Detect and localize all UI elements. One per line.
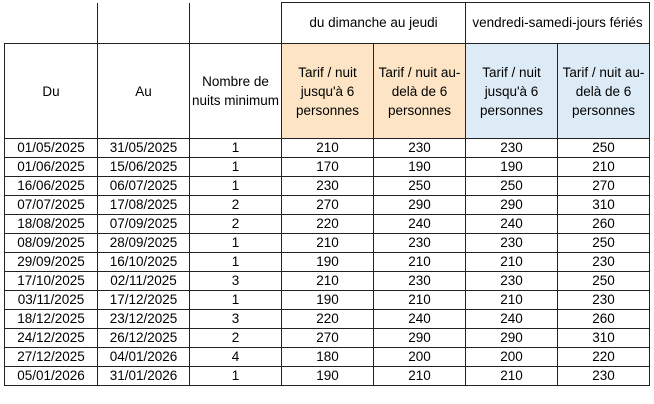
empty-cell (190, 3, 282, 44)
weekday-group-header: du dimanche au jeudi (282, 3, 466, 44)
weekday-rate-upto-6-cell: 270 (282, 329, 374, 348)
weekday-rate-upto-6-cell: 170 (282, 158, 374, 177)
min-nights-cell: 1 (190, 367, 282, 386)
min-nights-cell: 1 (190, 291, 282, 310)
date-to-cell: 26/12/2025 (98, 329, 190, 348)
min-nights-cell: 2 (190, 196, 282, 215)
weekend-rate-upto-6-cell: 290 (466, 329, 558, 348)
table-row (5, 158, 650, 177)
date-to-cell: 28/09/2025 (98, 234, 190, 253)
table-row (5, 253, 650, 272)
table-row (5, 348, 650, 367)
date-from-cell: 03/11/2025 (5, 291, 98, 310)
date-from-cell: 07/07/2025 (5, 196, 98, 215)
date-to-cell: 17/12/2025 (98, 291, 190, 310)
date-to-cell: 04/01/2026 (98, 348, 190, 367)
weekday-rate-over-6-cell: 290 (374, 196, 466, 215)
min-nights-cell: 1 (190, 158, 282, 177)
date-to-cell: 17/08/2025 (98, 196, 190, 215)
date-to-cell: 07/09/2025 (98, 215, 190, 234)
min-nights-cell: 4 (190, 348, 282, 367)
weekday-rate-over-6-cell: 200 (374, 348, 466, 367)
table-row (5, 272, 650, 291)
weekday-rate-over-6-cell: 190 (374, 158, 466, 177)
min-nights-cell: 2 (190, 215, 282, 234)
weekday-rate-upto-6-cell: 230 (282, 177, 374, 196)
min-nights-cell: 1 (190, 139, 282, 158)
min-nights-cell: 1 (190, 177, 282, 196)
table-row (5, 215, 650, 234)
weekend-rate-over-6-cell: 260 (558, 310, 650, 329)
weekend-rate-over-6-cell: 230 (558, 367, 650, 386)
weekend-rate-upto-6-cell: 200 (466, 348, 558, 367)
weekend-rate-upto-6-cell: 210 (466, 367, 558, 386)
min-nights-cell: 1 (190, 253, 282, 272)
weekday-rate-over-6-cell: 230 (374, 272, 466, 291)
date-from-cell: 29/09/2025 (5, 253, 98, 272)
date-from-cell: 27/12/2025 (5, 348, 98, 367)
table-row (5, 310, 650, 329)
weekend-rate-upto-6-cell: 230 (466, 234, 558, 253)
weekend-rate-upto-6-cell: 210 (466, 291, 558, 310)
date-from-cell: 08/09/2025 (5, 234, 98, 253)
date-from-cell: 18/12/2025 (5, 310, 98, 329)
table-row (5, 291, 650, 310)
table-row (5, 329, 650, 348)
weekday-rate-upto-6-cell: 210 (282, 234, 374, 253)
table-row (5, 139, 650, 158)
weekend-rate-upto-6-cell: 290 (466, 196, 558, 215)
weekday-rate-upto-6-cell: 190 (282, 291, 374, 310)
weekday-rate-over-6-cell: 230 (374, 234, 466, 253)
min-nights-cell: 2 (190, 329, 282, 348)
date-from-cell: 18/08/2025 (5, 215, 98, 234)
rates-table (4, 2, 650, 386)
date-to-cell: 02/11/2025 (98, 272, 190, 291)
weekend-rate-over-6-cell: 250 (558, 272, 650, 291)
header-min-nights: Nombre de nuits minimum (190, 44, 282, 139)
date-to-cell: 31/05/2025 (98, 139, 190, 158)
date-from-cell: 17/10/2025 (5, 272, 98, 291)
weekend-rate-upto-6-cell: 190 (466, 158, 558, 177)
header-weekend-upto-6: Tarif / nuit jusqu'à 6 personnes (466, 44, 558, 139)
weekend-rate-over-6-cell: 310 (558, 196, 650, 215)
date-from-cell: 01/06/2025 (5, 158, 98, 177)
date-from-cell: 05/01/2026 (5, 367, 98, 386)
header-from: Du (5, 44, 98, 139)
weekend-rate-over-6-cell: 270 (558, 177, 650, 196)
weekday-rate-upto-6-cell: 190 (282, 253, 374, 272)
date-to-cell: 31/01/2026 (98, 367, 190, 386)
weekend-rate-over-6-cell: 260 (558, 215, 650, 234)
weekend-rate-upto-6-cell: 240 (466, 215, 558, 234)
date-to-cell: 16/10/2025 (98, 253, 190, 272)
weekend-rate-upto-6-cell: 210 (466, 253, 558, 272)
column-header-row (5, 44, 650, 139)
weekend-rate-over-6-cell: 230 (558, 291, 650, 310)
date-from-cell: 24/12/2025 (5, 329, 98, 348)
weekend-group-header: vendredi-samedi-jours fériés (466, 3, 650, 44)
weekday-rate-upto-6-cell: 190 (282, 367, 374, 386)
date-from-cell: 16/06/2025 (5, 177, 98, 196)
weekday-rate-over-6-cell: 240 (374, 215, 466, 234)
table-row (5, 177, 650, 196)
empty-cell (5, 3, 98, 44)
weekday-rate-upto-6-cell: 210 (282, 272, 374, 291)
table-row (5, 196, 650, 215)
weekend-rate-over-6-cell: 230 (558, 253, 650, 272)
date-to-cell: 06/07/2025 (98, 177, 190, 196)
weekday-rate-over-6-cell: 250 (374, 177, 466, 196)
header-to: Au (98, 44, 190, 139)
group-header-row (5, 3, 650, 44)
weekday-rate-upto-6-cell: 270 (282, 196, 374, 215)
table-row (5, 367, 650, 386)
date-to-cell: 23/12/2025 (98, 310, 190, 329)
weekday-rate-over-6-cell: 230 (374, 139, 466, 158)
weekday-rate-upto-6-cell: 180 (282, 348, 374, 367)
weekday-rate-upto-6-cell: 220 (282, 215, 374, 234)
weekend-rate-upto-6-cell: 240 (466, 310, 558, 329)
header-weekend-over-6: Tarif / nuit au-delà de 6 personnes (558, 44, 650, 139)
weekday-rate-over-6-cell: 210 (374, 367, 466, 386)
date-from-cell: 01/05/2025 (5, 139, 98, 158)
table-row (5, 234, 650, 253)
weekend-rate-upto-6-cell: 230 (466, 272, 558, 291)
weekday-rate-over-6-cell: 290 (374, 329, 466, 348)
weekday-rate-over-6-cell: 210 (374, 291, 466, 310)
empty-cell (98, 3, 190, 44)
weekend-rate-over-6-cell: 210 (558, 158, 650, 177)
date-to-cell: 15/06/2025 (98, 158, 190, 177)
weekend-rate-over-6-cell: 220 (558, 348, 650, 367)
header-weekday-over-6: Tarif / nuit au-delà de 6 personnes (374, 44, 466, 139)
weekend-rate-upto-6-cell: 250 (466, 177, 558, 196)
header-weekday-upto-6: Tarif / nuit jusqu'à 6 personnes (282, 44, 374, 139)
weekday-rate-over-6-cell: 240 (374, 310, 466, 329)
weekend-rate-upto-6-cell: 230 (466, 139, 558, 158)
weekday-rate-upto-6-cell: 210 (282, 139, 374, 158)
weekend-rate-over-6-cell: 310 (558, 329, 650, 348)
min-nights-cell: 1 (190, 234, 282, 253)
weekday-rate-upto-6-cell: 220 (282, 310, 374, 329)
weekday-rate-over-6-cell: 210 (374, 253, 466, 272)
weekend-rate-over-6-cell: 250 (558, 234, 650, 253)
min-nights-cell: 3 (190, 272, 282, 291)
min-nights-cell: 3 (190, 310, 282, 329)
weekend-rate-over-6-cell: 250 (558, 139, 650, 158)
